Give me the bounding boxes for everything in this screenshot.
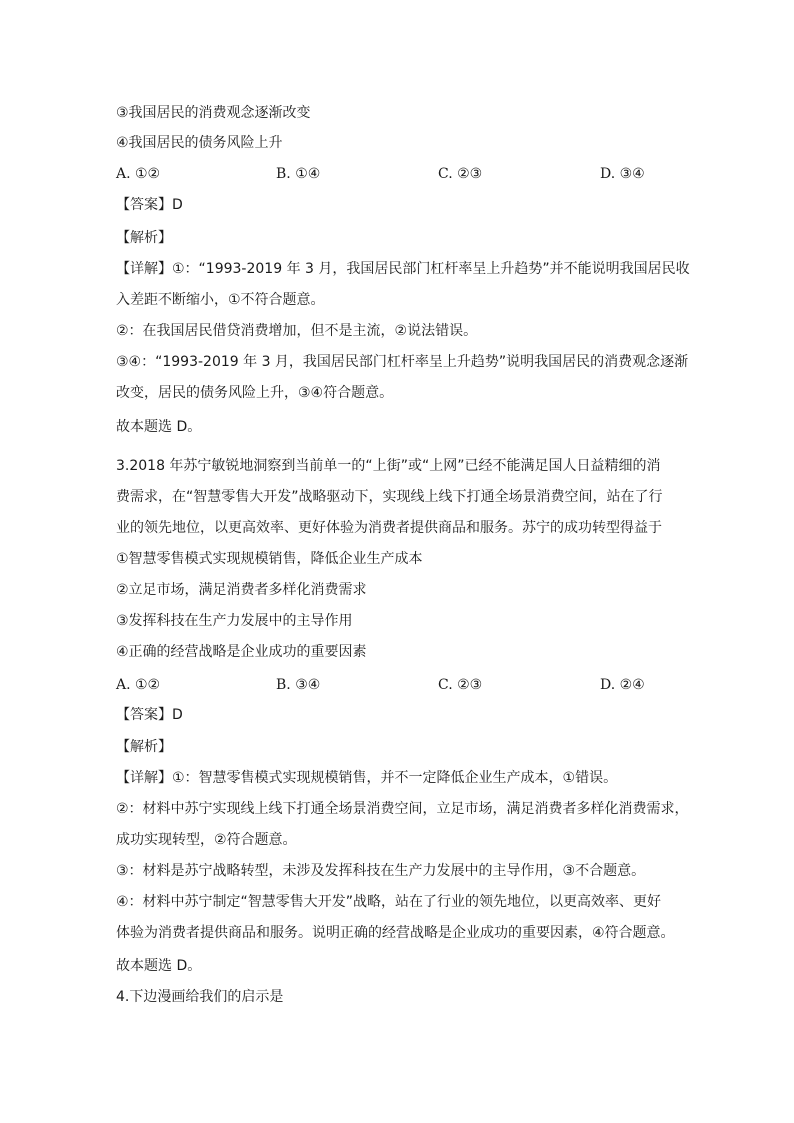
q2-statement-3: ③我国居民的消费观念逐渐改变 — [116, 105, 311, 121]
q3-statement-3: ③发挥科技在生产力发展中的主导作用 — [116, 613, 353, 629]
q3-option-d: D. ②④ — [600, 677, 645, 693]
q3-statement-4: ④正确的经营战略是企业成功的重要因素 — [116, 644, 367, 660]
q2-option-b: B. ①④ — [276, 166, 321, 182]
q2-detail-line: 入差距不断缩小，①不符合题意。 — [116, 292, 325, 308]
q3-answer: 【答案】D — [116, 707, 183, 723]
q2-statement-4: ④我国居民的债务风险上升 — [116, 135, 283, 151]
q3-option-a: A. ①② — [116, 677, 161, 693]
q3-detail-line: 成功实现转型，②符合题意。 — [116, 832, 297, 848]
q3-detail-line: 体验为消费者提供商品和服务。说明正确的经营战略是企业成功的重要因素，④符合题意。 — [116, 925, 675, 941]
q3-statement-1: ①智慧零售模式实现规模销售，降低企业生产成本 — [116, 551, 423, 567]
q2-option-d: D. ③④ — [600, 166, 645, 182]
q3-detail-line: ②：材料中苏宁实现线上线下打通全场景消费空间，立足市场，满足消费者多样化消费需求， — [116, 801, 689, 817]
q2-analysis-heading: 【解析】 — [116, 230, 172, 246]
q2-detail-line: 改变，居民的债务风险上升，③④符合题意。 — [116, 385, 394, 401]
q2-detail-line: ②：在我国居民借贷消费增加，但不是主流，②说法错误。 — [116, 323, 478, 339]
q2-detail-line: 【详解】①：“1993-2019 年 3 月，我国居民部门杠杆率呈上升趋势”并不能说明我国居民收 — [116, 261, 690, 277]
q2-answer: 【答案】D — [116, 197, 183, 213]
q3-detail-line: ④：材料中苏宁制定“智慧零售大开发”战略，站在了行业的领先地位，以更高效率、更好 — [116, 894, 662, 910]
q2-detail-line: ③④：“1993-2019 年 3 月，我国居民部门杠杆率呈上升趋势”说明我国居民的消费观念逐渐 — [116, 354, 689, 370]
q3-detail-line: 【详解】①：智慧零售模式实现规模销售，并不一定降低企业生产成本，①错误。 — [116, 770, 618, 786]
q3-conclusion: 故本题选 D。 — [116, 958, 202, 974]
q2-option-c: C. ②③ — [438, 166, 483, 182]
q3-option-b: B. ③④ — [276, 677, 321, 693]
q4-stem: 4.下边漫画给我们的启示是 — [116, 989, 284, 1005]
q3-stem-line: 业的领先地位，以更高效率、更好体验为消费者提供商品和服务。苏宁的成功转型得益于 — [116, 520, 662, 536]
q3-option-c: C. ②③ — [438, 677, 483, 693]
q2-options — [116, 164, 676, 184]
q3-stem-line: 费需求，在“智慧零售大开发”战略驱动下，实现线上线下打通全场景消费空间，站在了行 — [116, 489, 663, 505]
q3-options — [116, 675, 676, 695]
q3-detail-line: ③：材料是苏宁战略转型，未涉及发挥科技在生产力发展中的主导作用，③不合题意。 — [116, 863, 646, 879]
q2-conclusion: 故本题选 D。 — [116, 419, 202, 435]
q3-analysis-heading: 【解析】 — [116, 739, 172, 755]
q2-option-a: A. ①② — [116, 166, 161, 182]
q3-stem-line: 3.2018 年苏宁敏锐地洞察到当前单一的“上街”或“上网”已经不能满足国人日益精细的消 — [116, 458, 661, 474]
q3-statement-2: ②立足市场，满足消费者多样化消费需求 — [116, 582, 367, 598]
